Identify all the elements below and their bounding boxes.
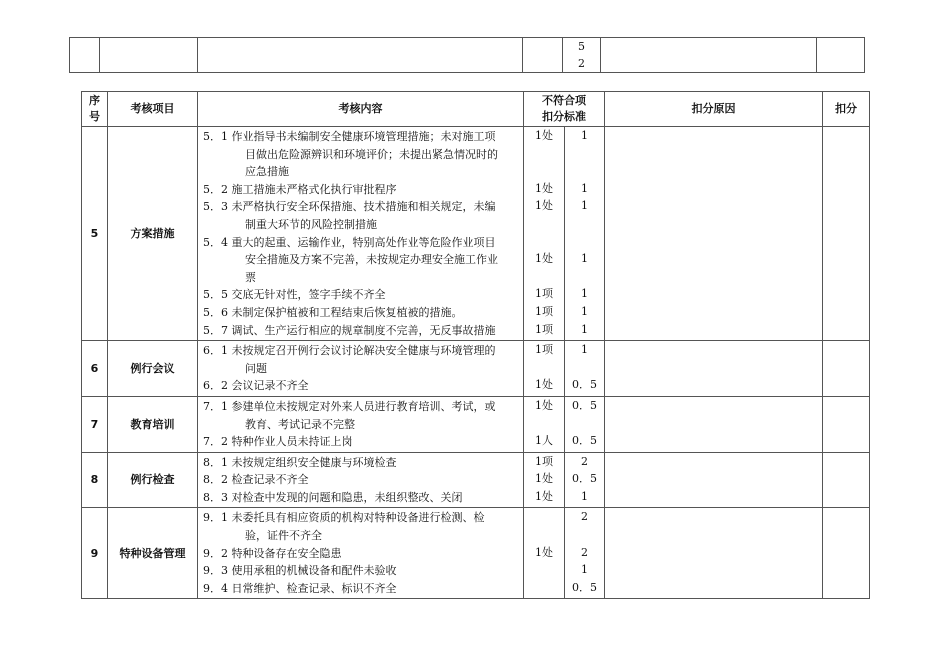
score-value: 2 bbox=[581, 545, 588, 559]
unit-value: 1项 bbox=[535, 287, 553, 301]
previous-page-table-fragment bbox=[69, 37, 865, 73]
section-deduct bbox=[823, 452, 870, 508]
content-line: 5．6 未制定保护植被和工程结束后恢复植被的措施。 bbox=[203, 305, 463, 319]
section-unit-column bbox=[524, 127, 565, 341]
content-line: 6．1 未按规定召开例行会议讨论解决安全健康与环境管理的 bbox=[203, 344, 496, 358]
unit-value bbox=[524, 579, 564, 597]
unit-value bbox=[524, 359, 564, 377]
score-value: 1 bbox=[581, 563, 588, 577]
unit-value: 1处 bbox=[535, 398, 553, 412]
content-line: 8．2 检查记录不齐全 bbox=[203, 473, 309, 487]
unit-value: 1处 bbox=[535, 489, 553, 503]
unit-value bbox=[524, 215, 564, 233]
unit-value: 1处 bbox=[535, 181, 553, 195]
score-value bbox=[565, 233, 604, 251]
fragment-score-cell bbox=[563, 38, 601, 73]
section-content bbox=[198, 508, 524, 599]
score-value: 1 bbox=[581, 489, 588, 503]
content-line: 5．3 未严格执行安全环保措施、技术措施和相关规定，未编 bbox=[203, 200, 496, 214]
content-line: 5．7 调试、生产运行相应的规章制度不完善，无反事故措施 bbox=[203, 323, 496, 337]
section-content bbox=[198, 341, 524, 397]
score-value: 0．5 bbox=[572, 398, 597, 412]
content-line: 9．3 使用承租的机械设备和配件未验收 bbox=[203, 564, 397, 578]
section-unit-column bbox=[524, 396, 565, 452]
header-project: 考核项目 bbox=[108, 92, 198, 127]
score-value: 1 bbox=[581, 199, 588, 213]
score-value bbox=[565, 215, 604, 233]
content-line: 5．2 施工措施未严格式化执行审批程序 bbox=[203, 182, 397, 196]
table-row bbox=[82, 508, 870, 599]
fragment-unit-cell bbox=[523, 38, 563, 73]
section-number: 8 bbox=[82, 452, 108, 508]
table-row bbox=[82, 452, 870, 508]
unit-value: 1处 bbox=[535, 252, 553, 266]
unit-value: 1处 bbox=[535, 378, 553, 392]
content-line: 8．3 对检查中发现的问题和隐患，未组织整改、关闭 bbox=[203, 490, 463, 504]
fragment-content-cell bbox=[198, 38, 523, 73]
section-project: 特种设备管理 bbox=[108, 508, 198, 599]
header-content: 考核内容 bbox=[198, 92, 524, 127]
section-deduct bbox=[823, 341, 870, 397]
score-value: 1 bbox=[581, 252, 588, 266]
content-line: 7．1 参建单位未按规定对外来人员进行教育培训、考试，或 bbox=[203, 399, 496, 413]
unit-value: 1项 bbox=[535, 454, 553, 468]
unit-value bbox=[524, 508, 564, 526]
section-score-column bbox=[565, 127, 605, 341]
section-deduct bbox=[823, 508, 870, 599]
header-num: 序 号 bbox=[82, 92, 108, 127]
fragment-deduct-cell bbox=[817, 38, 865, 73]
score-value: 1 bbox=[581, 322, 588, 336]
unit-value: 1人 bbox=[535, 434, 553, 448]
section-deduct bbox=[823, 396, 870, 452]
table-row bbox=[70, 38, 865, 73]
score-value bbox=[565, 145, 604, 163]
content-line: 应急措施 bbox=[245, 165, 289, 179]
section-deduct bbox=[823, 127, 870, 341]
score-value bbox=[565, 526, 604, 544]
unit-value: 1处 bbox=[535, 129, 553, 142]
unit-value: 1处 bbox=[535, 199, 553, 213]
content-line: 6．2 会议记录不齐全 bbox=[203, 379, 309, 393]
score-value: 1 bbox=[581, 304, 588, 318]
table-header-row bbox=[82, 92, 870, 127]
header-deduct: 扣分 bbox=[823, 92, 870, 127]
score-value: 1 bbox=[581, 287, 588, 301]
section-reason bbox=[605, 341, 823, 397]
score-value: 2 bbox=[581, 510, 588, 524]
content-line: 票 bbox=[245, 270, 256, 284]
table-row bbox=[82, 127, 870, 341]
score-value: 1 bbox=[581, 343, 588, 357]
unit-value: 1处 bbox=[535, 472, 553, 486]
score-value: 0．5 bbox=[572, 580, 597, 594]
fragment-score-line: 2 bbox=[578, 57, 585, 70]
score-value bbox=[565, 359, 604, 377]
content-line: 目做出危险源辨识和环境评价；未提出紧急情况时的 bbox=[245, 147, 498, 161]
section-unit-column bbox=[524, 508, 565, 599]
content-line: 9．2 特种设备存在安全隐患 bbox=[203, 546, 342, 560]
score-value bbox=[565, 415, 604, 433]
score-value bbox=[565, 268, 604, 286]
header-standard: 不符合项 扣分标准 bbox=[524, 92, 605, 127]
content-line: 9．4 日常维护、检查记录、标识不齐全 bbox=[203, 581, 397, 595]
score-value: 1 bbox=[581, 181, 588, 195]
header-reason: 扣分原因 bbox=[605, 92, 823, 127]
score-value bbox=[565, 162, 604, 180]
section-number: 5 bbox=[82, 127, 108, 341]
content-line: 制重大环节的风险控制措施 bbox=[245, 217, 377, 231]
assessment-table bbox=[81, 91, 870, 599]
score-value: 2 bbox=[581, 454, 588, 468]
content-line: 教育、考试记录不完整 bbox=[245, 417, 355, 431]
content-line: 5．5 交底无针对性，签字手续不齐全 bbox=[203, 288, 386, 302]
section-reason bbox=[605, 127, 823, 341]
section-score-column bbox=[565, 508, 605, 599]
section-unit-column bbox=[524, 452, 565, 508]
unit-value bbox=[524, 268, 564, 286]
unit-value bbox=[524, 145, 564, 163]
content-line: 5．1 作业指导书未编制安全健康环境管理措施；未对施工项 bbox=[203, 130, 496, 143]
section-unit-column bbox=[524, 341, 565, 397]
content-line: 验，证件不齐全 bbox=[245, 529, 322, 543]
unit-value: 1处 bbox=[535, 545, 553, 559]
content-line: 5．4 重大的起重、运输作业，特别高处作业等危险作业项目 bbox=[203, 235, 496, 249]
score-value: 0．5 bbox=[572, 472, 597, 486]
content-line: 7．2 特种作业人员未持证上岗 bbox=[203, 435, 353, 449]
table-row bbox=[82, 341, 870, 397]
section-project: 例行检查 bbox=[108, 452, 198, 508]
fragment-reason-cell bbox=[601, 38, 817, 73]
section-content bbox=[198, 452, 524, 508]
unit-value bbox=[524, 233, 564, 251]
section-content bbox=[198, 127, 524, 341]
unit-value: 1项 bbox=[535, 304, 553, 318]
fragment-num-cell bbox=[70, 38, 100, 73]
content-line: 问题 bbox=[245, 361, 267, 375]
section-reason bbox=[605, 452, 823, 508]
section-score-column bbox=[565, 396, 605, 452]
unit-value bbox=[524, 526, 564, 544]
content-line: 8．1 未按规定组织安全健康与环境检查 bbox=[203, 455, 397, 469]
section-project: 方案措施 bbox=[108, 127, 198, 341]
unit-value: 1项 bbox=[535, 322, 553, 336]
content-line: 安全措施及方案不完善，未按规定办理安全施工作业 bbox=[245, 253, 498, 267]
section-reason bbox=[605, 396, 823, 452]
section-number: 6 bbox=[82, 341, 108, 397]
section-content bbox=[198, 396, 524, 452]
section-score-column bbox=[565, 452, 605, 508]
section-project: 教育培训 bbox=[108, 396, 198, 452]
section-number: 7 bbox=[82, 396, 108, 452]
table-row bbox=[82, 396, 870, 452]
content-line: 9．1 未委托具有相应资质的机构对特种设备进行检测、检 bbox=[203, 511, 485, 525]
section-score-column bbox=[565, 341, 605, 397]
section-number: 9 bbox=[82, 508, 108, 599]
unit-value bbox=[524, 415, 564, 433]
section-reason bbox=[605, 508, 823, 599]
unit-value bbox=[524, 162, 564, 180]
score-value: 0．5 bbox=[572, 434, 597, 448]
score-value: 0．5 bbox=[572, 378, 597, 392]
fragment-score-line: 5 bbox=[578, 40, 585, 53]
fragment-project-cell bbox=[100, 38, 198, 73]
unit-value: 1项 bbox=[535, 343, 553, 357]
unit-value bbox=[524, 561, 564, 579]
section-project: 例行会议 bbox=[108, 341, 198, 397]
score-value: 1 bbox=[581, 129, 588, 142]
